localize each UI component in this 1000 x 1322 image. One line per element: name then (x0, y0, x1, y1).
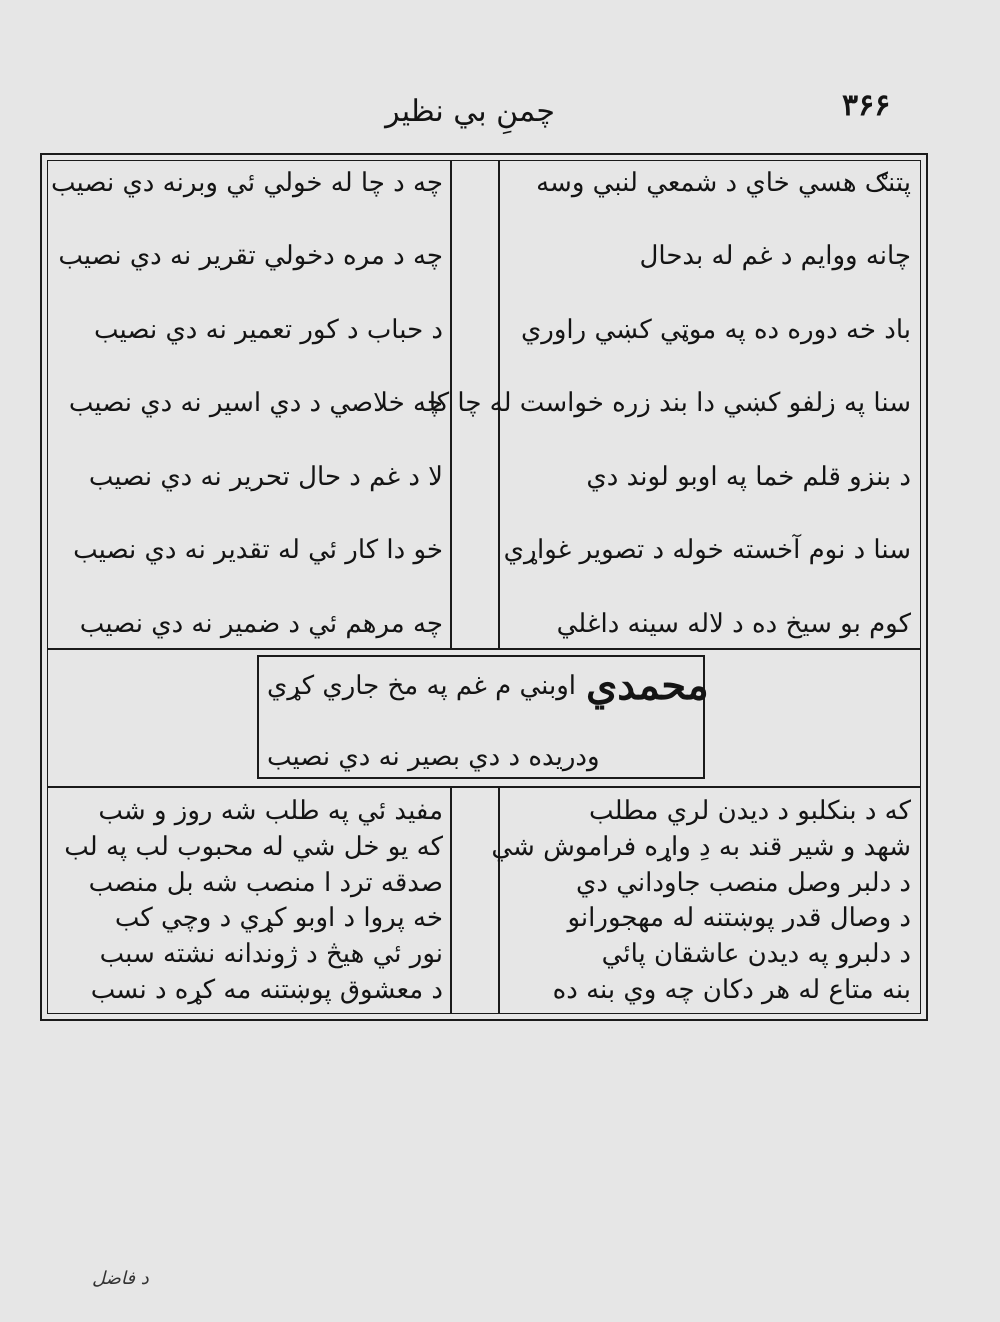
verse-line: د وصال قدر پوښتنه له مهجورانو (567, 903, 911, 934)
verse-line: مفيد ئي په طلب شه روز و شب (98, 796, 443, 826)
verse-line: چه د چا له خولي ئي وبرنه دي نصيب (51, 168, 443, 198)
verse-line: چه مرهم ئي د ضمير نه دي نصيب (79, 608, 443, 639)
verse-line: خه پروا د اوبو كړي د وچي كب (114, 903, 443, 934)
verse-line: لا د غم د حال تحرير نه دي نصيب (88, 461, 443, 492)
poet-name: محمدي (585, 662, 709, 709)
middle-band-top-border (47, 648, 921, 650)
verse-line: باد خه دوره ده په موټي كښي راوري (520, 314, 911, 345)
verse-line: سنا د نوم آخسته خوله د تصوير غواړي (503, 535, 911, 566)
verse-line: كوم بو سيخ ده د لاله سينه داغلي (556, 608, 911, 639)
verse-line: كه يو خل شي له محبوب لب په لب (64, 831, 443, 862)
verse-line: نور ئي هيڅ د ژوندانه نشته سبب (99, 939, 443, 969)
page-number: ۳۶۶ (842, 88, 891, 123)
bottom-column-divider (450, 786, 452, 1014)
verse-line: د حباب د كور تعمير نه دي نصيب (94, 314, 443, 345)
verse-line: ودريده د دي بصير نه دي نصيب (267, 742, 600, 772)
verse-line: اوبني م غم په مخ جاري كړي (267, 670, 576, 701)
verse-line: پتنګ هسي خاي د شمعي لنبي وسه (536, 168, 911, 198)
verse-line: كه د بنكلبو د ديدن لري مطلب (589, 796, 911, 826)
verse-line: د دلبر وصل منصب جاوداني دي (576, 867, 911, 898)
running-title: چمنِ بي نظير (385, 94, 555, 129)
verse-line: د معشوق پوښتنه مه كړه د نسب (90, 974, 443, 1005)
takhallus-row-2 (267, 742, 695, 772)
stanza-top-right-column (428, 168, 911, 640)
stanza-bottom-left-column (55, 796, 443, 1006)
takhallus-row-1 (267, 662, 709, 709)
verse-line: چه خلاصي د دي اسير نه دي نصيب (68, 388, 443, 419)
takhallus-couplet (267, 662, 709, 772)
footer-signature: د فاضل (92, 1268, 149, 1289)
stanza-bottom-right-column (491, 796, 911, 1006)
bottom-column-divider-2 (498, 786, 500, 1014)
verse-line: سنا په زلفو كښي دا بند زره خواست له چا كا (428, 388, 911, 419)
verse-line: بنه متاع له هر دكان چه وي بنه ده (552, 974, 911, 1005)
stanza-top-left-column (51, 168, 443, 640)
verse-line: د دلبرو په ديدن عاشقان پائي (601, 939, 911, 969)
verse-line: شهد و شير قند به دِ واړه فراموش شي (491, 831, 911, 862)
verse-line: د بنزو قلم خما په اوبو لوند دي (586, 461, 911, 492)
middle-band-bottom-border (47, 786, 921, 788)
verse-line: خو دا كار ئي له تقدير نه دي نصيب (73, 535, 443, 566)
verse-line: چانه ووايم د غم له بدحال (639, 241, 911, 272)
verse-line: چه د مره دخولي تقرير نه دي نصيب (58, 241, 443, 272)
verse-line: صدقه ترد ا منصب شه بل منصب (88, 867, 443, 898)
